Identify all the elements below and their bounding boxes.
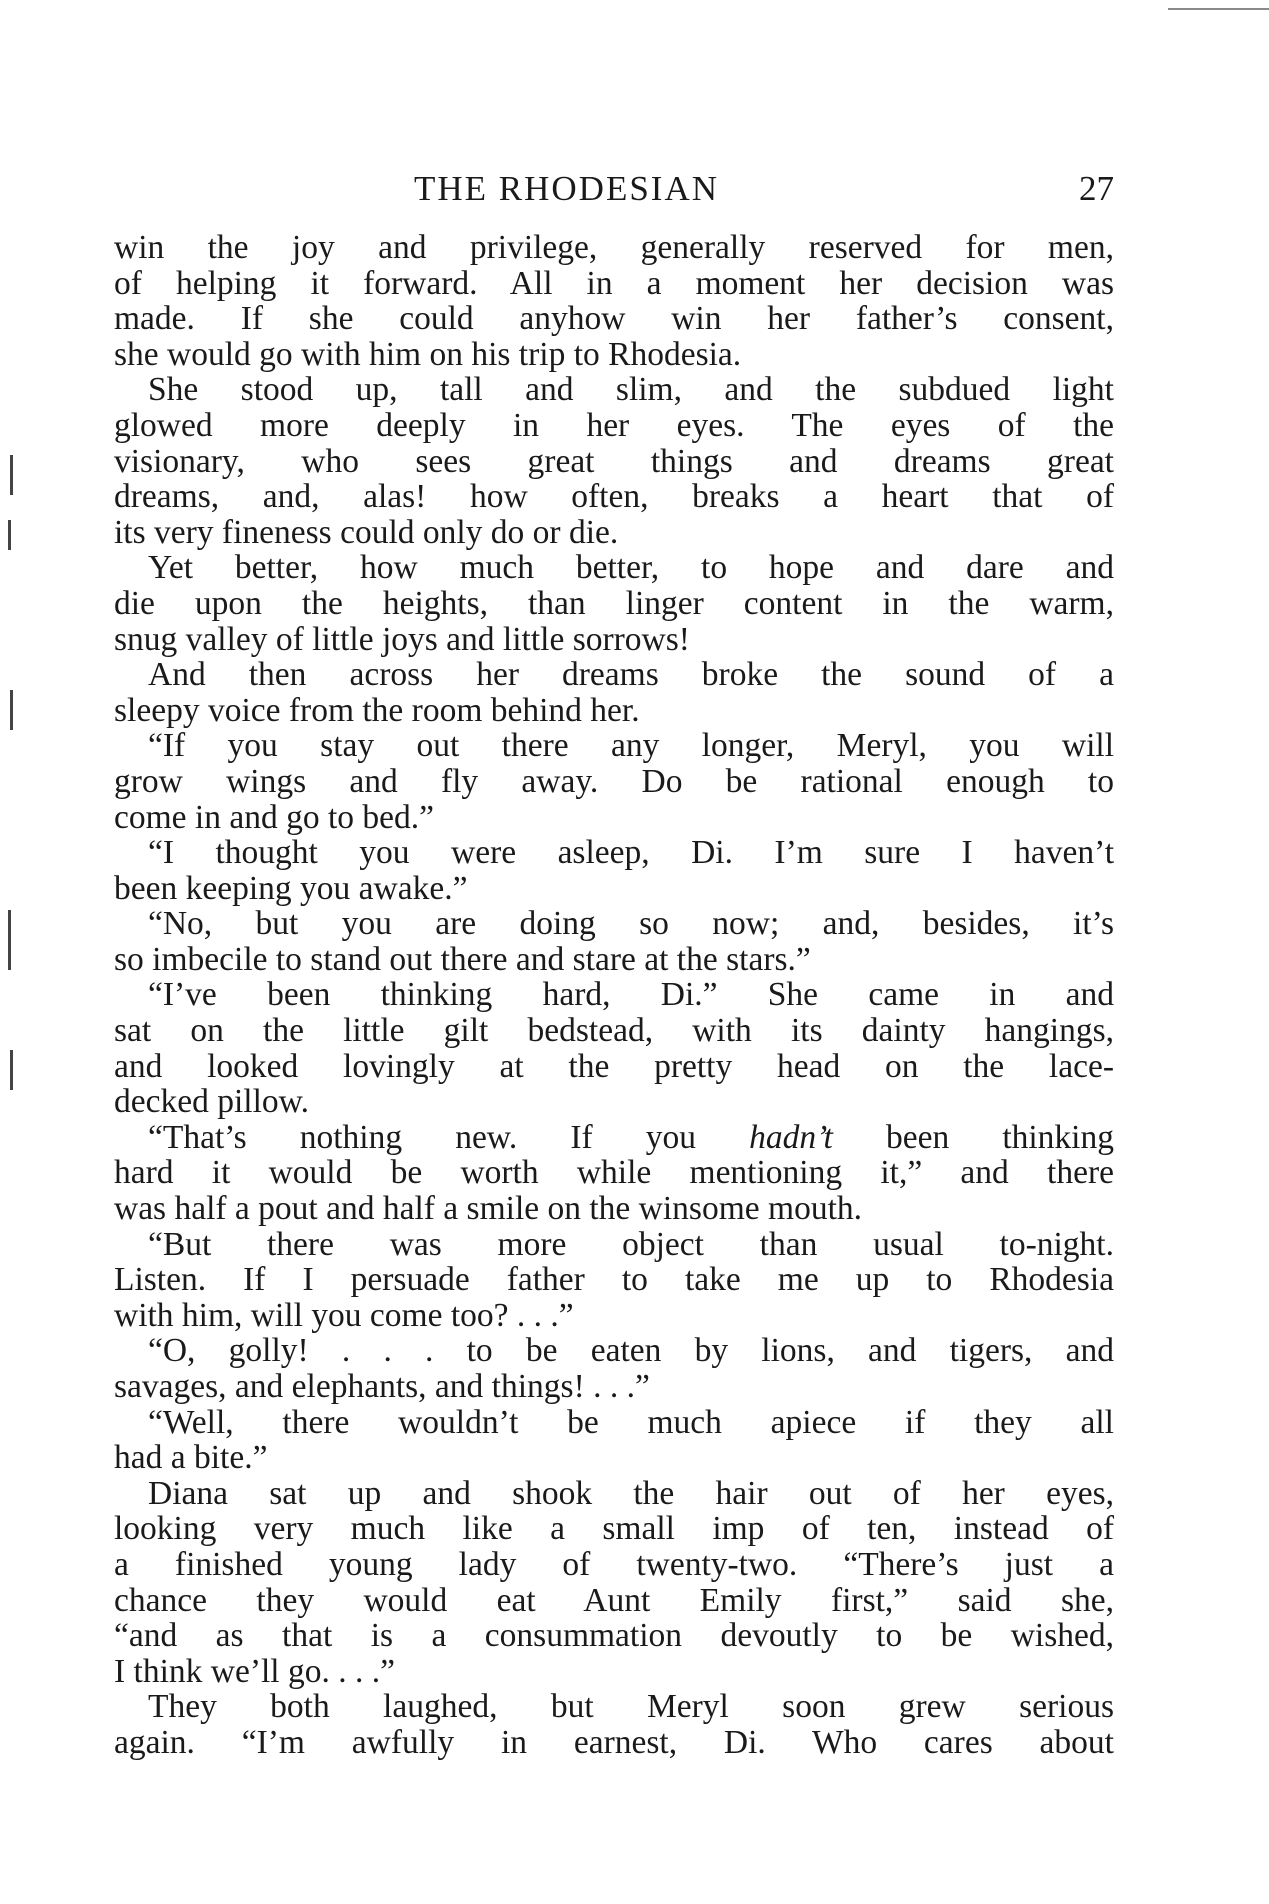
text-line: “But there was more object than usual to-night. bbox=[148, 1225, 1114, 1263]
text-line: had a bite.” bbox=[114, 1439, 268, 1477]
text-line: Diana sat up and shook the hair out of her eyes, bbox=[148, 1474, 1114, 1512]
text-line: hard it would be worth while mentioning it,” and there bbox=[114, 1154, 1114, 1192]
text-line: its very fineness could only do or die. bbox=[114, 513, 619, 551]
scan-speck bbox=[8, 910, 11, 970]
text-line bbox=[114, 1120, 1114, 1156]
scan-edge-marks bbox=[0, 0, 40, 1904]
text-line: was half a pout and half a smile on the winsome mouth. bbox=[114, 1190, 863, 1228]
text-line: They both laughed, but Meryl soon grew serious bbox=[148, 1688, 1114, 1726]
page-number: 27 bbox=[1079, 169, 1114, 208]
scan-speck bbox=[10, 690, 13, 730]
top-edge-rule bbox=[1168, 8, 1269, 10]
italic-emphasis: hadn’t bbox=[749, 1118, 833, 1156]
text-line: been keeping you awake.” bbox=[114, 869, 468, 907]
text-line: Listen. If I persuade father to take me up to Rhodesia bbox=[114, 1261, 1114, 1299]
text-line: And then across her dreams broke the sound of a bbox=[148, 656, 1114, 694]
body-text bbox=[114, 230, 1114, 1761]
running-title: THE RHODESIAN bbox=[414, 169, 720, 208]
text-line: Yet better, how much better, to hope and dare and bbox=[148, 549, 1114, 587]
text-line: “and as that is a consummation devoutly to be wished, bbox=[114, 1617, 1114, 1655]
text-line: “If you stay out there any longer, Meryl, you will bbox=[148, 727, 1114, 765]
text-line: She stood up, tall and slim, and the subdued light bbox=[148, 371, 1114, 409]
text-line: she would go with him on his trip to Rhodesia. bbox=[114, 335, 742, 373]
text-line: a finished young lady of twenty-two. “There’s just a bbox=[114, 1545, 1114, 1583]
text-line: “I’ve been thinking hard, Di.” She came in and bbox=[148, 976, 1114, 1014]
text-line: decked pillow. bbox=[114, 1083, 310, 1121]
text-line: savages, and elephants, and things! . . .” bbox=[114, 1368, 650, 1405]
text-line: die upon the heights, than linger content in the warm, bbox=[114, 584, 1114, 622]
text-line: so imbecile to stand out there and stare at the stars.” bbox=[114, 940, 811, 978]
text-line: “O, golly! . . . to be eaten by lions, and tigers, and bbox=[148, 1332, 1114, 1370]
scan-speck bbox=[8, 520, 11, 550]
text-line: I think we’ll go. . . .” bbox=[114, 1652, 395, 1690]
text-segment: been thinking bbox=[832, 1118, 1114, 1156]
text-line: dreams, and, alas! how often, breaks a heart that of bbox=[114, 478, 1114, 516]
text-line: sat on the little gilt bedstead, with its dainty hangings, bbox=[114, 1012, 1114, 1050]
text-line: again. “I’m awfully in earnest, Di. Who cares about bbox=[114, 1723, 1114, 1761]
text-segment: “That’s nothing new. If you bbox=[148, 1118, 750, 1156]
text-line: of helping it forward. All in a moment her decision was bbox=[114, 264, 1114, 302]
text-line: made. If she could anyhow win her father’s consent, bbox=[114, 300, 1114, 338]
text-line: and looked lovingly at the pretty head on the lace- bbox=[114, 1047, 1114, 1085]
text-line: snug valley of little joys and little sorrows! bbox=[114, 620, 690, 658]
text-line: “I thought you were asleep, Di. I’m sure I haven’t bbox=[148, 834, 1114, 872]
scan-speck bbox=[10, 1050, 13, 1090]
page-header bbox=[114, 168, 1114, 210]
text-line: visionary, who sees great things and dreams great bbox=[114, 442, 1114, 480]
text-line: looking very much like a small imp of ten, instead of bbox=[114, 1510, 1114, 1548]
text-line: glowed more deeply in her eyes. The eyes of the bbox=[114, 406, 1114, 444]
scan-speck bbox=[10, 455, 13, 495]
text-line: with him, will you come too? . . .” bbox=[114, 1296, 574, 1334]
text-line: “Well, there wouldn’t be much apiece if they all bbox=[148, 1403, 1114, 1441]
text-line: “No, but you are doing so now; and, besides, it’s bbox=[148, 905, 1114, 943]
text-line: win the joy and privilege, generally reserved for men, bbox=[114, 229, 1114, 266]
text-line: grow wings and fly away. Do be rational enough to bbox=[114, 762, 1114, 800]
text-line: come in and go to bed.” bbox=[114, 798, 435, 836]
text-line: sleepy voice from the room behind her. bbox=[114, 691, 640, 729]
text-line: chance they would eat Aunt Emily first,” said she, bbox=[114, 1581, 1114, 1619]
